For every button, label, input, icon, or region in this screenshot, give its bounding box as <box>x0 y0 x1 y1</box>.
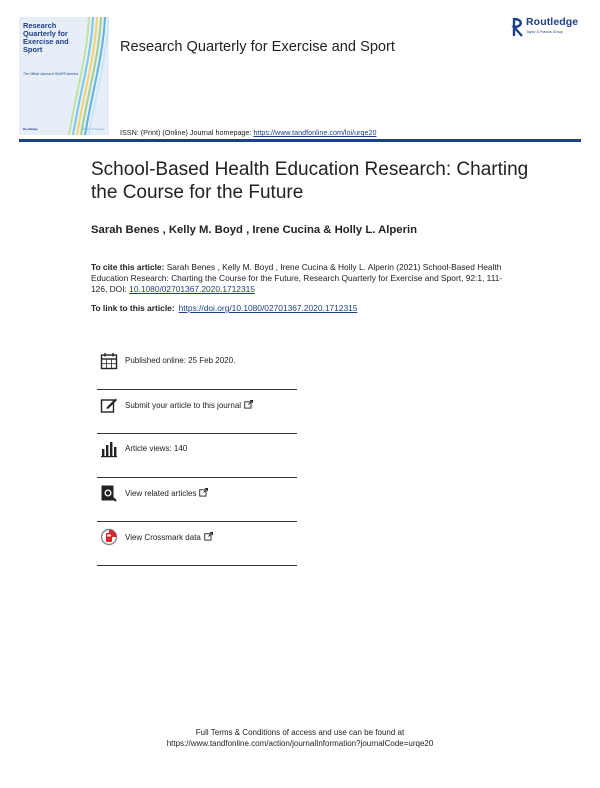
external-link-icon <box>244 400 253 409</box>
submit-article-link[interactable]: Submit your article to this journal <box>125 400 253 410</box>
article-title: School-Based Health Education Research: Charting the Course for the Future <box>91 159 529 203</box>
bar-chart-icon <box>100 440 118 458</box>
header-divider <box>19 139 581 142</box>
crossmark-row[interactable] <box>97 522 297 566</box>
publisher-name: Routledge <box>526 16 579 28</box>
article-link-line <box>91 303 357 313</box>
issn-text: ISSN: (Print) (Online) Journal homepage: <box>120 128 254 137</box>
external-link-icon <box>204 532 213 541</box>
calendar-icon <box>100 352 118 370</box>
article-link-label: To link to this article: <box>91 303 175 313</box>
edit-icon <box>100 396 118 414</box>
journal-cover <box>19 17 109 135</box>
citation-text: Sarah Benes , Kelly M. Boyd , Irene Cucina & Holly L. Alperin (2021) School-Based Health Education Research: Charting the Course for the Future, Research Quarterly for Exercise and Sport, 92:1, 111-126, DOI: <box>91 262 503 294</box>
article-info-panel <box>97 346 297 566</box>
publisher-tagline: Taylor & Francis Group <box>526 30 563 34</box>
citation-doi-link[interactable]: 10.1080/02701367.2020.1712315 <box>129 284 255 294</box>
views-row <box>97 434 297 478</box>
published-date: Published online: 25 Feb 2020. <box>125 356 236 365</box>
citation-label: To cite this article: <box>91 262 165 272</box>
journal-homepage-link[interactable]: https://www.tandfonline.com/loi/urqe20 <box>253 128 377 137</box>
crossmark-link[interactable]: View Crossmark data <box>125 532 213 542</box>
crossmark-icon <box>100 528 118 546</box>
cover-subtitle: The Official Journal of SHAPE America <box>23 72 79 76</box>
citation-block <box>91 262 511 295</box>
cover-brand: Taylor & Francis <box>83 127 105 131</box>
article-views: Article views: 140 <box>125 444 188 453</box>
related-articles-link[interactable]: View related articles <box>125 488 208 498</box>
article-authors: Sarah Benes , Kelly M. Boyd , Irene Cucina & Holly L. Alperin <box>91 224 418 236</box>
footer-terms-text: Full Terms & Conditions of access and use can be found at <box>195 728 405 737</box>
footer-terms-link[interactable]: https://www.tandfonline.com/action/journalInformation?journalCode=urqe20 <box>166 739 434 748</box>
journal-title: Research Quarterly for Exercise and Sport <box>120 39 395 55</box>
submit-row[interactable] <box>97 390 297 434</box>
issn-line <box>120 128 377 137</box>
publisher-logo <box>511 16 591 40</box>
published-row <box>97 346 297 390</box>
cover-publisher: Routledge <box>23 127 38 131</box>
article-doi-link[interactable]: https://doi.org/10.1080/02701367.2020.1712315 <box>178 303 358 313</box>
routledge-r-icon <box>511 16 525 38</box>
external-link-icon <box>199 488 208 497</box>
search-document-icon <box>100 484 118 502</box>
page-footer <box>0 727 600 749</box>
related-row[interactable] <box>97 478 297 522</box>
cover-title: Research Quarterly for Exercise and Sport <box>23 21 69 54</box>
